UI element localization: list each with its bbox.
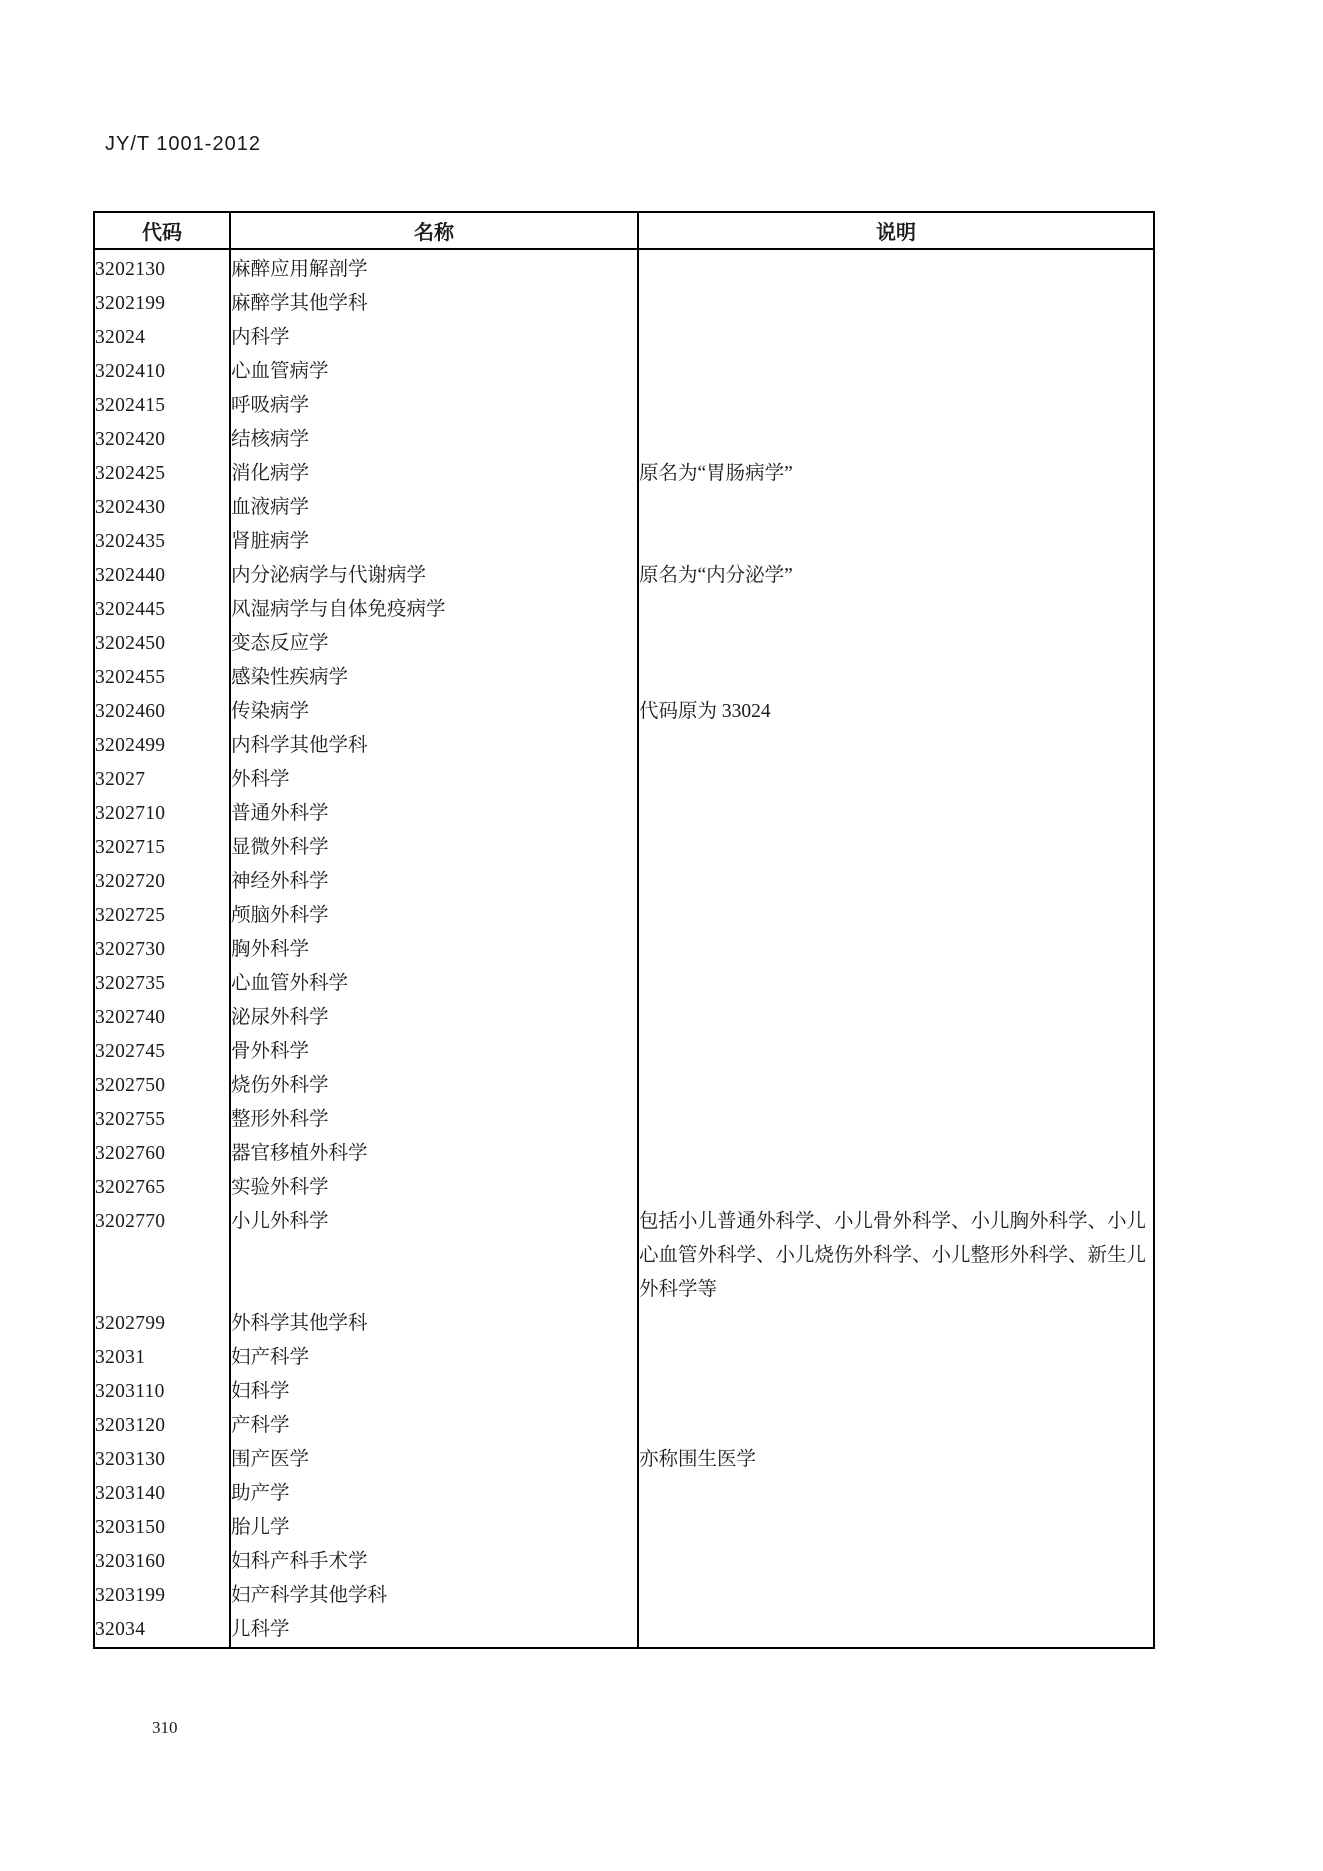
cell-name: 外科学	[230, 763, 638, 797]
cell-code: 3203130	[95, 1449, 166, 1470]
cell-code: 3202735	[95, 973, 166, 994]
cell-desc	[638, 1511, 1154, 1545]
cell-desc	[638, 491, 1154, 525]
table-row	[94, 967, 1154, 1001]
table-row	[94, 1137, 1154, 1171]
table-row	[94, 899, 1154, 933]
cell-desc	[638, 967, 1154, 1001]
table-row	[94, 1035, 1154, 1069]
table-row	[94, 389, 1154, 423]
cell-name: 内科学	[230, 321, 638, 355]
cell-code: 3202720	[95, 871, 166, 892]
cell-desc	[638, 389, 1154, 423]
table-row	[94, 491, 1154, 525]
table-row	[94, 1103, 1154, 1137]
cell-name: 妇科学	[230, 1375, 638, 1409]
cell-code: 3202770	[95, 1211, 166, 1232]
cell-code: 3202730	[95, 939, 166, 960]
cell-code: 3202199	[95, 293, 166, 314]
table-row	[94, 865, 1154, 899]
cell-name: 器官移植外科学	[230, 1137, 638, 1171]
table-row	[94, 1511, 1154, 1545]
cell-name: 外科学其他学科	[230, 1307, 638, 1341]
cell-desc: 代码原为 33024	[638, 695, 1154, 729]
cell-name: 内分泌病学与代谢病学	[230, 559, 638, 593]
cell-code: 3202415	[95, 395, 166, 416]
cell-name: 妇科产科手术学	[230, 1545, 638, 1579]
cell-name: 妇产科学其他学科	[230, 1579, 638, 1613]
table-row	[94, 321, 1154, 355]
cell-code: 3202450	[95, 633, 166, 654]
cell-name: 风湿病学与自体免疫病学	[230, 593, 638, 627]
cell-desc	[638, 1069, 1154, 1103]
standard-number-heading: JY/T 1001-2012	[105, 133, 261, 155]
page-number: 310	[152, 1718, 178, 1737]
cell-name: 骨外科学	[230, 1035, 638, 1069]
cell-desc	[638, 355, 1154, 389]
cell-code: 3203120	[95, 1415, 166, 1436]
cell-desc	[638, 1137, 1154, 1171]
cell-name: 胎儿学	[230, 1511, 638, 1545]
cell-name: 烧伤外科学	[230, 1069, 638, 1103]
cell-code: 3202499	[95, 735, 166, 756]
table-row	[94, 249, 1154, 287]
cell-name: 感染性疾病学	[230, 661, 638, 695]
cell-code: 32024	[95, 327, 146, 348]
cell-desc	[638, 1001, 1154, 1035]
cell-name: 泌尿外科学	[230, 1001, 638, 1035]
table-row	[94, 1443, 1154, 1477]
table-row	[94, 763, 1154, 797]
table-row	[94, 695, 1154, 729]
cell-code: 3202435	[95, 531, 166, 552]
cell-name: 麻醉学其他学科	[230, 287, 638, 321]
cell-name: 儿科学	[230, 1613, 638, 1648]
cell-name: 呼吸病学	[230, 389, 638, 423]
cell-code: 3202710	[95, 803, 166, 824]
table-row	[94, 729, 1154, 763]
cell-desc	[638, 1103, 1154, 1137]
table-row	[94, 423, 1154, 457]
table-row	[94, 1613, 1154, 1648]
table-row	[94, 933, 1154, 967]
table-row	[94, 1545, 1154, 1579]
table-body	[94, 249, 1154, 1648]
cell-code: 3203150	[95, 1517, 166, 1538]
cell-code: 3202760	[95, 1143, 166, 1164]
cell-code: 3202410	[95, 361, 166, 382]
cell-name: 胸外科学	[230, 933, 638, 967]
cell-name: 妇产科学	[230, 1341, 638, 1375]
cell-code: 3202420	[95, 429, 166, 450]
table-row	[94, 661, 1154, 695]
cell-desc	[638, 249, 1154, 287]
column-header-code: 代码	[94, 212, 230, 249]
column-header-description: 说明	[638, 212, 1154, 249]
cell-name: 普通外科学	[230, 797, 638, 831]
cell-name: 围产医学	[230, 1443, 638, 1477]
table-row	[94, 1069, 1154, 1103]
cell-name: 结核病学	[230, 423, 638, 457]
cell-desc	[638, 1613, 1154, 1648]
cell-desc	[638, 729, 1154, 763]
cell-desc: 包括小儿普通外科学、小儿骨外科学、小儿胸外科学、小儿心血管外科学、小儿烧伤外科学、小儿整形外科学、新生儿外科学等	[638, 1205, 1154, 1307]
table-row	[94, 593, 1154, 627]
cell-desc	[638, 627, 1154, 661]
table-row	[94, 1477, 1154, 1511]
cell-desc	[638, 1545, 1154, 1579]
cell-name: 血液病学	[230, 491, 638, 525]
table-row	[94, 1171, 1154, 1205]
cell-code: 32034	[95, 1619, 146, 1640]
cell-desc: 亦称围生医学	[638, 1443, 1154, 1477]
cell-name: 显微外科学	[230, 831, 638, 865]
cell-code: 32027	[95, 769, 146, 790]
cell-code: 3202440	[95, 565, 166, 586]
cell-desc	[638, 831, 1154, 865]
table-row	[94, 1579, 1154, 1613]
cell-code: 3202430	[95, 497, 166, 518]
cell-code: 3202725	[95, 905, 166, 926]
table-row	[94, 559, 1154, 593]
cell-desc	[638, 661, 1154, 695]
cell-desc: 原名为“内分泌学”	[638, 559, 1154, 593]
cell-name: 心血管外科学	[230, 967, 638, 1001]
table-header-row	[94, 212, 1154, 249]
discipline-code-table	[93, 211, 1155, 1649]
cell-code: 3203160	[95, 1551, 166, 1572]
cell-desc	[638, 321, 1154, 355]
cell-desc	[638, 1375, 1154, 1409]
cell-name: 神经外科学	[230, 865, 638, 899]
table-row	[94, 797, 1154, 831]
cell-code: 3203199	[95, 1585, 166, 1606]
table-header	[94, 212, 1154, 249]
cell-desc	[638, 933, 1154, 967]
cell-desc	[638, 1307, 1154, 1341]
table-row	[94, 831, 1154, 865]
table-row	[94, 1205, 1154, 1307]
cell-desc	[638, 865, 1154, 899]
cell-code: 3202755	[95, 1109, 166, 1130]
cell-name: 颅脑外科学	[230, 899, 638, 933]
cell-desc	[638, 797, 1154, 831]
cell-code: 3202750	[95, 1075, 166, 1096]
cell-desc	[638, 287, 1154, 321]
cell-desc	[638, 1477, 1154, 1511]
cell-code: 3202130	[95, 259, 166, 280]
cell-name: 实验外科学	[230, 1171, 638, 1205]
table-row	[94, 525, 1154, 559]
cell-code: 3202715	[95, 837, 166, 858]
cell-desc	[638, 899, 1154, 933]
table-row	[94, 1409, 1154, 1443]
cell-code: 3202745	[95, 1041, 166, 1062]
cell-code: 3202799	[95, 1313, 166, 1334]
cell-desc	[638, 423, 1154, 457]
cell-code: 3203140	[95, 1483, 166, 1504]
cell-desc	[638, 1409, 1154, 1443]
table-row	[94, 355, 1154, 389]
cell-desc	[638, 763, 1154, 797]
cell-desc	[638, 1579, 1154, 1613]
cell-name: 肾脏病学	[230, 525, 638, 559]
table-row	[94, 627, 1154, 661]
cell-code: 3202425	[95, 463, 166, 484]
cell-name: 小儿外科学	[230, 1205, 638, 1307]
cell-desc	[638, 525, 1154, 559]
cell-code: 32031	[95, 1347, 146, 1368]
cell-code: 3202460	[95, 701, 166, 722]
cell-name: 消化病学	[230, 457, 638, 491]
cell-name: 传染病学	[230, 695, 638, 729]
table-row	[94, 1307, 1154, 1341]
cell-name: 整形外科学	[230, 1103, 638, 1137]
cell-name: 麻醉应用解剖学	[230, 249, 638, 287]
cell-name: 心血管病学	[230, 355, 638, 389]
cell-name: 变态反应学	[230, 627, 638, 661]
column-header-name: 名称	[230, 212, 638, 249]
cell-code: 3203110	[95, 1381, 165, 1402]
cell-code: 3202445	[95, 599, 166, 620]
table-row	[94, 1375, 1154, 1409]
table-row	[94, 1001, 1154, 1035]
cell-name: 产科学	[230, 1409, 638, 1443]
cell-code: 3202740	[95, 1007, 166, 1028]
cell-desc: 原名为“胃肠病学”	[638, 457, 1154, 491]
cell-desc	[638, 1035, 1154, 1069]
cell-name: 内科学其他学科	[230, 729, 638, 763]
table-row	[94, 287, 1154, 321]
cell-desc	[638, 593, 1154, 627]
table-row	[94, 457, 1154, 491]
cell-name: 助产学	[230, 1477, 638, 1511]
cell-desc	[638, 1341, 1154, 1375]
cell-code: 3202455	[95, 667, 166, 688]
cell-code: 3202765	[95, 1177, 166, 1198]
table-row	[94, 1341, 1154, 1375]
cell-desc	[638, 1171, 1154, 1205]
